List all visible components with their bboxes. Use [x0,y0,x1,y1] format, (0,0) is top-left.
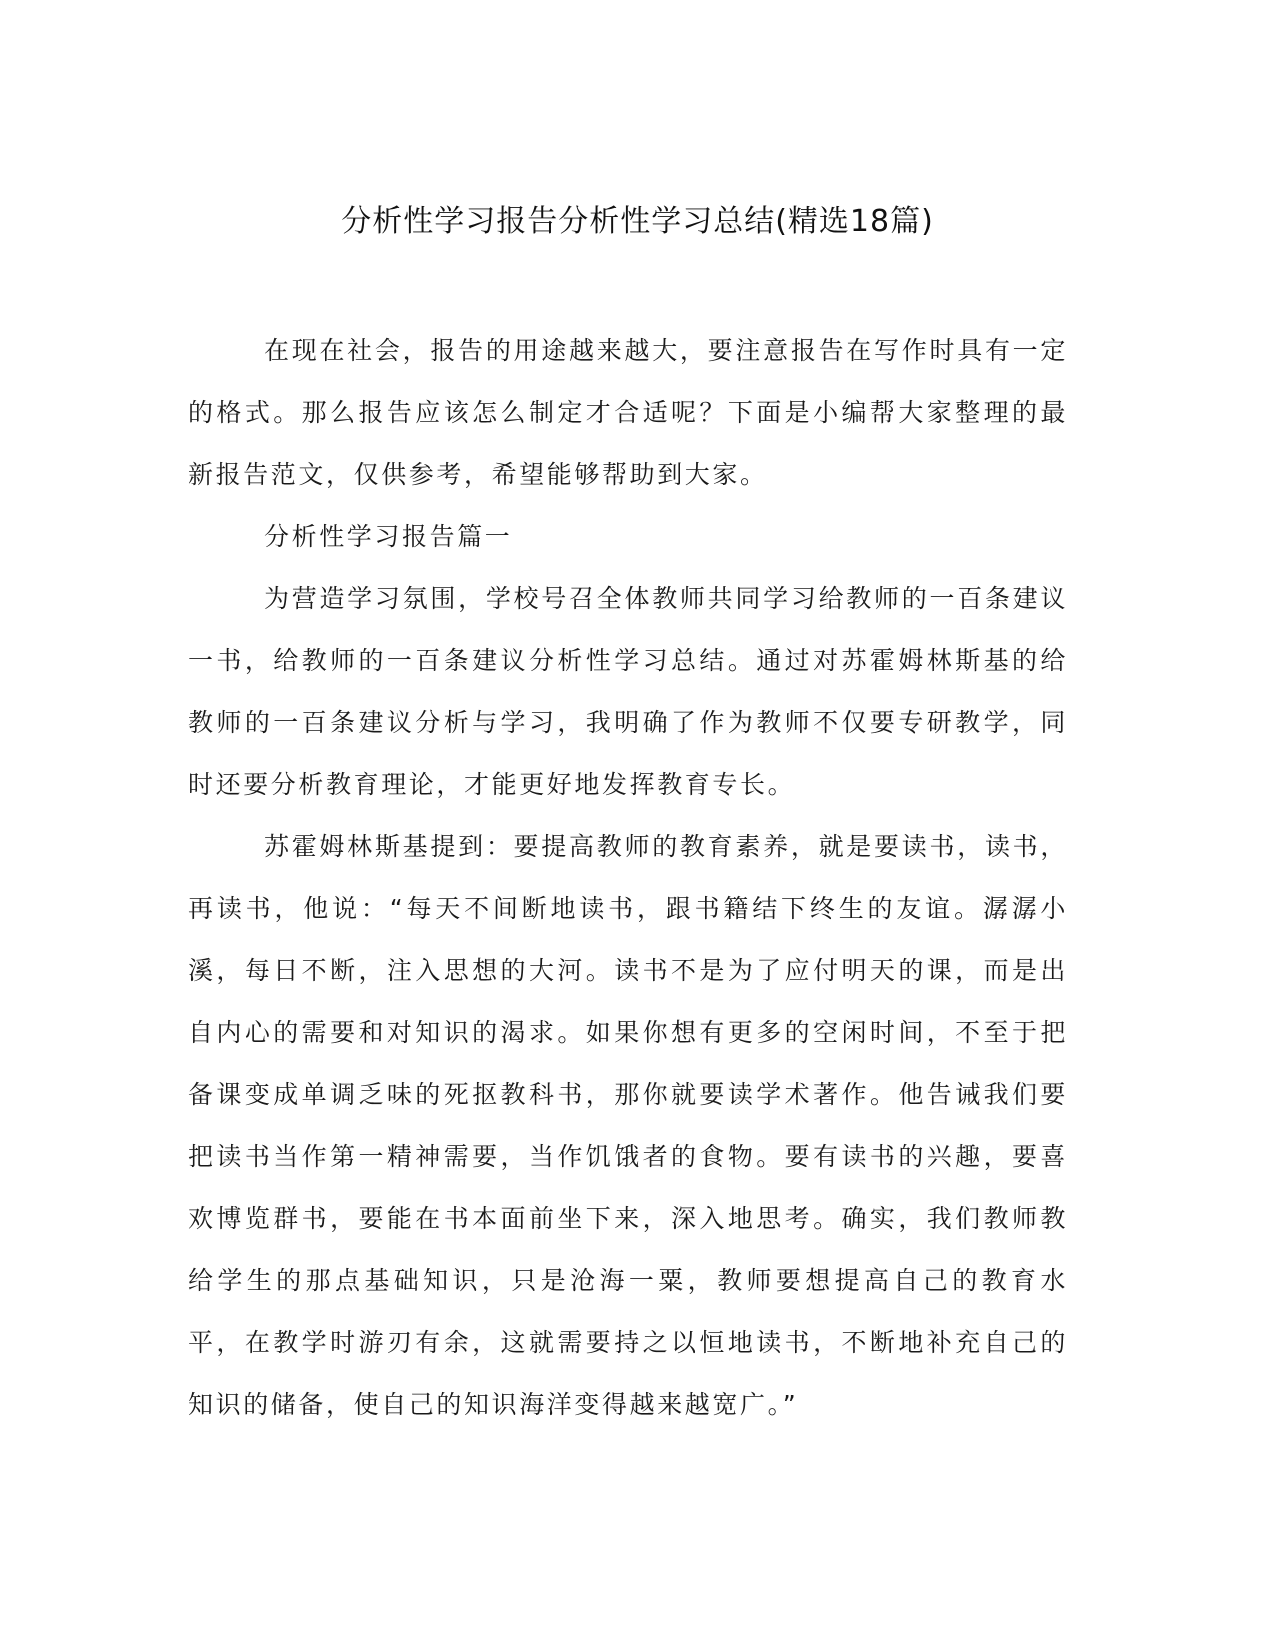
document-title: 分析性学习报告分析性学习总结(精选18篇) [341,204,934,239]
section-heading-part-one: 分析性学习报告篇一 [264,522,513,551]
paragraph-intro: 在现在社会，报告的用途越来越大，要注意报告在写作时具有一定的格式。那么报告应该怎么制定才合适呢？下面是小编帮大家整理的最新报告范文，仅供参考，希望能够帮助到大家。 [188,336,1068,489]
paragraph-quote: 苏霍姆林斯基提到：要提高教师的教育素养，就是要读书，读书，再读书，他说：“每天不间断地读书，跟书籍结下终生的友谊。潺潺小溪，每日不断，注入思想的大河。读书不是为了应付明天的课，而是出自内心的需要和对知识的渴求。如果你想有更多的空闲时间，不至于把备课变成单调乏味的死抠教科书，那你就要读学术著作。他告诫我们要把读书当作第一精神需要，当作饥饿者的食物。要有读书的兴趣，要喜欢博览群书，要能在书本面前坐下来，深入地思考。确实，我们教师教给学生的那点基础知识，只是沧海一粟，教师要想提高自己的教育水平，在教学时游刃有余，这就需要持之以恒地读书，不断地补充自己的知识的储备，使自己的知识海洋变得越来越宽广。” [188,832,1068,1419]
document-body [188,320,1068,1436]
paragraph-reading-study: 为营造学习氛围，学校号召全体教师共同学习给教师的一百条建议一书，给教师的一百条建议分析性学习总结。通过对苏霍姆林斯基的给教师的一百条建议分析与学习，我明确了作为教师不仅要专研教学，同时还要分析教育理论，才能更好地发挥教育专长。 [188,584,1068,799]
